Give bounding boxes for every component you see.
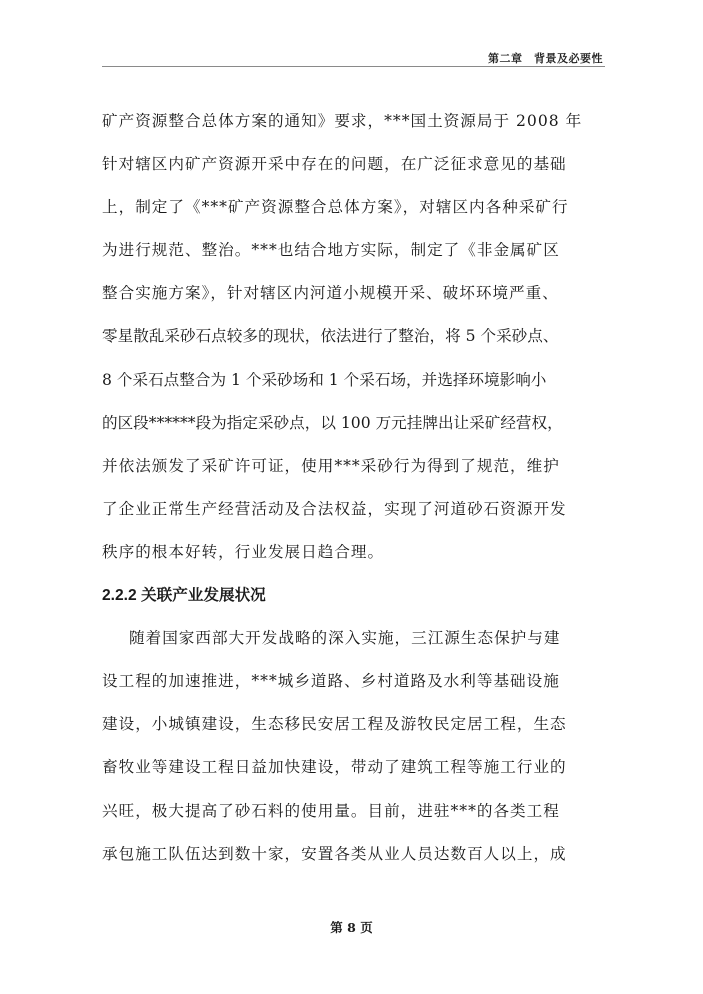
body-line: 上，制定了《***矿产资源整合总体方案》，对辖区内各种采矿行 [102,198,569,217]
page-body [102,100,612,876]
body-line: 的区段******段为指定采砂点，以 100 万元挂牌出让采矿经营权， [102,413,563,432]
body-line: 兴旺，极大提高了砂石料的使用量。目前，进驻***的各类工程 [102,801,560,820]
body-line: 零星散乱采砂石点较多的现状，依法进行了整治，将 5 个采砂点、 [102,327,559,346]
body-line: 为进行规范、整治。***也结合地方实际，制定了《非金属矿区 [102,241,560,260]
body-line: 秩序的根本好转，行业发展日趋合理。 [102,542,385,561]
body-line: 畜牧业等建设工程日益加快建设，带动了建筑工程等施工行业的 [102,758,567,777]
body-line: 承包施工队伍达到数十家，安置各类从业人员达数百人以上，成 [102,844,567,863]
section-heading: 2.2.2 关联产业发展状况 [102,587,266,605]
body-line: 矿产资源整合总体方案的通知》要求，***国土资源局于 2008 年 [102,112,583,130]
body-line: 设工程的加速推进，***城乡道路、乡村道路及水利等基础设施 [102,672,560,691]
page-number: 第 8 页 [330,920,373,935]
body-line: 8 个采石点整合为 1 个采砂场和 1 个采石场，并选择环境影响小 [102,370,547,389]
body-line: 并依法颁发了采矿许可证，使用***采砂行为得到了规范，维护 [102,456,560,475]
body-line: 随着国家西部大开发战略的深入实施，三江源生态保护与建 [129,629,561,648]
body-line: 针对辖区内矿产资源开采中存在的问题，在广泛征求意见的基础 [102,155,567,174]
body-line: 建设，小城镇建设，生态移民安居工程及游牧民定居工程，生态 [102,715,567,734]
header-rule [102,66,605,67]
body-line: 整合实施方案》，针对辖区内河道小规模开采、破坏环境严重、 [102,284,559,303]
body-line: 了企业正常生产经营活动及合法权益，实现了河道砂石资源开发 [102,499,567,518]
running-header: 第二章 背景及必要性 [488,52,603,65]
